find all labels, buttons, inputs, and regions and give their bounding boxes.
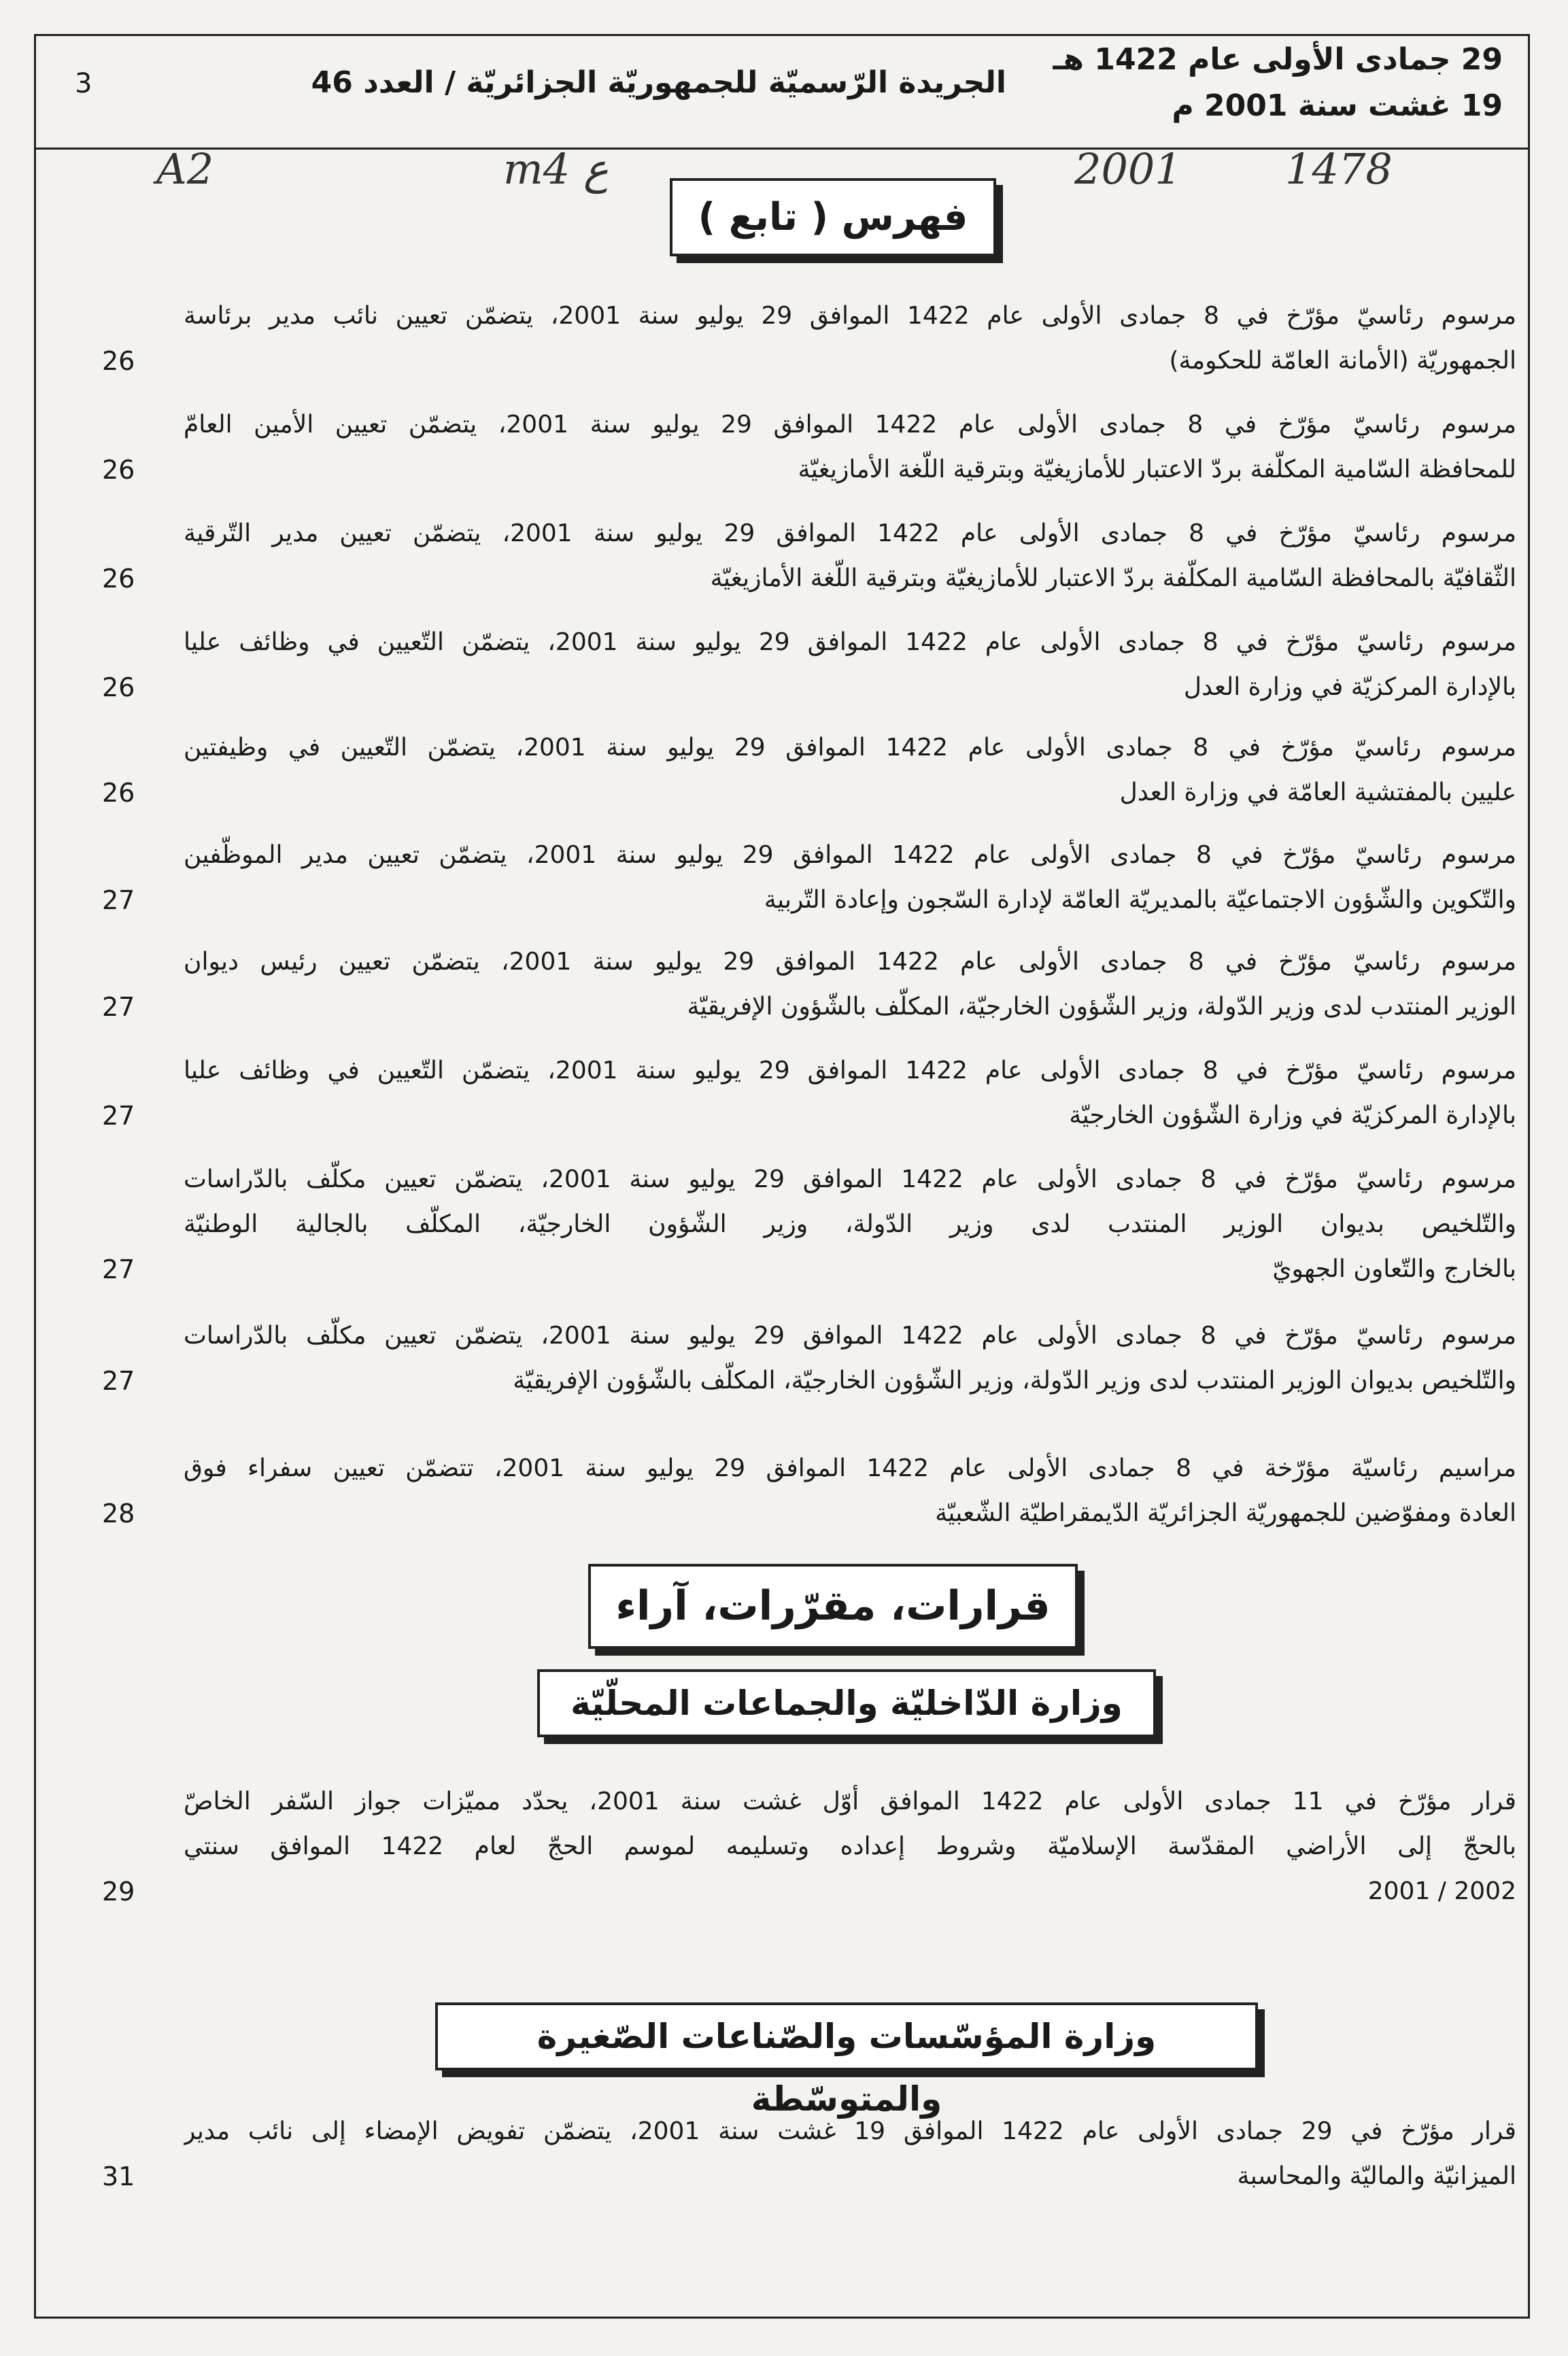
entry-line-text: قرار مؤرّخ في 11 جمادى الأولى عام 1422 الموافق أوّل غشت سنة 2001، يحدّد مميّزات جواز السّفر الخاصّ [184, 1788, 1516, 1815]
decisions-title: قرارات، مقرّرات، آراء [615, 1582, 1051, 1630]
header-page-number: 3 [75, 68, 92, 99]
entry-line [184, 987, 1516, 1027]
entry-line-text: قرار مؤرّخ في 29 جمادى الأولى عام 1422 الموافق 19 غشت سنة 2001، يتضمّن تفويض الإمضاء إلى نائب مدير [184, 2117, 1516, 2145]
entry-line-text: والتّلخيص بديوان الوزير المنتدب لدى وزير الدّولة، وزير الشّؤون الخارجيّة، المكلّف بالشّؤون الإفريقيّة [507, 1367, 1516, 1395]
entry-line [184, 1249, 1516, 1290]
entry-line-text: مرسوم رئاسيّ مؤرّخ في 8 جمادى الأولى عام 1422 الموافق 29 يوليو سنة 2001، يتضمّن تعيين رئيس ديوان [184, 948, 1516, 976]
handwritten-note-3: 2001 [1074, 144, 1182, 194]
entry-line [184, 1159, 1516, 1200]
toc-title: فهرس ( تابع ) [698, 195, 968, 239]
entry-line [184, 2156, 1516, 2197]
entry-line [184, 772, 1516, 813]
entry-line-text: بالإدارة المركزيّة في وزارة العدل [1178, 673, 1516, 701]
entry-line [184, 835, 1516, 876]
entry-line-text: مرسوم رئاسيّ مؤرّخ في 8 جمادى الأولى عام 1422 الموافق 29 يوليو سنة 2001، يتضمّن تعيين مكلّف بالدّراسات [184, 1165, 1516, 1193]
sme-ministry-title-box [435, 2002, 1258, 2119]
entry-line-text: مرسوم رئاسيّ مؤرّخ في 8 جمادى الأولى عام 1422 الموافق 29 يوليو سنة 2001، يتضمّن التّعيين في وظائف عليا [184, 1057, 1516, 1085]
entry-page-number: 26 [102, 564, 135, 594]
decisions-title-box [588, 1564, 1078, 1649]
interior-ministry-title-box [537, 1669, 1156, 1737]
header-journal-title: الجريدة الرّسميّة للجمهوريّة الجزائريّة / العدد 46 [311, 65, 1006, 100]
entry-line [184, 622, 1516, 663]
entry-line [184, 341, 1516, 381]
entry-line-text: الجمهوريّة (الأمانة العامّة للحكومة) [1163, 347, 1516, 375]
entry-line [184, 405, 1516, 445]
entry-line-text: مرسوم رئاسيّ مؤرّخ في 8 جمادى الأولى عام 1422 الموافق 29 يوليو سنة 2001، يتضمّن التّعيين في وظائف عليا [184, 628, 1516, 656]
entry-page-number: 26 [102, 672, 135, 702]
entry-line [184, 1871, 1516, 1912]
entry-line-text: مرسوم رئاسيّ مؤرّخ في 8 جمادى الأولى عام 1422 الموافق 29 يوليو سنة 2001، يتضمّن تعيين الأمين العامّ [184, 411, 1516, 439]
entry-page-number: 26 [102, 455, 135, 485]
entry-line [184, 728, 1516, 768]
entry-line-text: للمحافظة السّامية المكلّفة بردّ الاعتبار للأمازيغيّة وبترقية اللّغة الأمازيغيّة [792, 456, 1516, 483]
entry-line-text: مرسوم رئاسيّ مؤرّخ في 8 جمادى الأولى عام 1422 الموافق 29 يوليو سنة 2001، يتضمّن تعيين مدير التّرقية [184, 519, 1516, 547]
interior-ministry-title: وزارة الدّاخليّة والجماعات المحلّيّة [570, 1684, 1123, 1723]
entry-line [184, 558, 1516, 599]
entry-line-text: الثّقافيّة بالمحافظة السّامية المكلّفة بردّ الاعتبار للأمازيغيّة وبترقية اللّغة الأمازيغيّة [705, 564, 1516, 592]
entry-line-text: الوزير المنتدب لدى وزير الدّولة، وزير الشّؤون الخارجيّة، المكلّف بالشّؤون الإفريقيّة [682, 993, 1517, 1021]
entry-line-text: العادة ومفوّضين للجمهوريّة الجزائريّة الدّيمقراطيّة الشّعبيّة [930, 1499, 1516, 1527]
entry-line [184, 1051, 1516, 1091]
entry-page-number: 27 [102, 1101, 135, 1131]
entry-line [184, 1448, 1516, 1489]
entry-line [184, 1204, 1516, 1245]
entry-line-text: مرسوم رئاسيّ مؤرّخ في 8 جمادى الأولى عام 1422 الموافق 29 يوليو سنة 2001، يتضمّن تعيين نائب مدير برئاسة [184, 302, 1516, 330]
entry-line [184, 1826, 1516, 1867]
entry-line [184, 667, 1516, 708]
toc-title-box [670, 178, 996, 256]
entry-line [184, 1316, 1516, 1356]
handwritten-note-1: A2 [156, 144, 214, 194]
entry-line [184, 296, 1516, 337]
handwritten-note-2: m4 ع [503, 144, 609, 194]
entry-page-number: 27 [102, 885, 135, 915]
entry-line-text: الميزانيّة والماليّة والمحاسبة [1231, 2162, 1516, 2190]
entry-line-text: مرسوم رئاسيّ مؤرّخ في 8 جمادى الأولى عام 1422 الموافق 29 يوليو سنة 2001، يتضمّن التّعيين في وظيفتين [184, 734, 1516, 762]
entry-line-text: والتّلخيص بديوان الوزير المنتدب لدى وزير الدّولة، وزير الشّؤون الخارجيّة، المكلّف بالجالية الوطنيّة [184, 1210, 1516, 1238]
header-gregorian-date: 19 غشت سنة 2001 م [1172, 88, 1503, 123]
entry-line [184, 1361, 1516, 1401]
entry-line [184, 880, 1516, 921]
entry-line-text: مراسيم رئاسيّة مؤرّخة في 8 جمادى الأولى عام 1422 الموافق 29 يوليو سنة 2001، تتضمّن تعيين سفراء فوق [184, 1454, 1516, 1482]
entry-line-text: والتّكوين والشّؤون الاجتماعيّة بالمديريّة العامّة لإدارة السّجون وإعادة التّربية [759, 886, 1516, 914]
entry-line-text: بالحجّ إلى الأراضي المقدّسة الإسلاميّة وشروط إعداده وتسليمه لموسم الحجّ لعام 1422 الموافق سنتي [184, 1832, 1516, 1860]
entry-line-text: عليين بالمفتشية العامّة في وزارة العدل [1114, 779, 1516, 806]
entry-line [184, 1493, 1516, 1534]
entry-page-number: 31 [102, 2162, 135, 2191]
entry-page-number: 27 [102, 1366, 135, 1396]
entry-line-text: 2002 / 2001 [1363, 1877, 1516, 1905]
entry-line-text: بالخارج والتّعاون الجهويّ [1267, 1255, 1516, 1283]
entry-line [184, 1095, 1516, 1136]
entry-line [184, 942, 1516, 983]
entry-page-number: 26 [102, 778, 135, 808]
entry-line [184, 1781, 1516, 1822]
entry-line-text: بالإدارة المركزيّة في وزارة الشّؤون الخارجيّة [1063, 1102, 1516, 1129]
entry-line [184, 449, 1516, 490]
entry-page-number: 28 [102, 1499, 135, 1529]
entry-line [184, 513, 1516, 554]
entry-page-number: 27 [102, 992, 135, 1022]
entry-page-number: 29 [102, 1877, 135, 1907]
entry-page-number: 26 [102, 346, 135, 376]
entry-line-text: مرسوم رئاسيّ مؤرّخ في 8 جمادى الأولى عام 1422 الموافق 29 يوليو سنة 2001، يتضمّن تعيين مدير الموظّفين [184, 841, 1516, 869]
entry-page-number: 27 [102, 1254, 135, 1284]
header-hijri-date: 29 جمادى الأولى عام 1422 هـ [1053, 42, 1503, 77]
page-header [34, 34, 1530, 150]
sme-ministry-title: وزارة المؤسّسات والصّناعات الصّغيرة والمتوسّطة [536, 2017, 1157, 2119]
entry-line-text: مرسوم رئاسيّ مؤرّخ في 8 جمادى الأولى عام 1422 الموافق 29 يوليو سنة 2001، يتضمّن تعيين مكلّف بالدّراسات [184, 1322, 1516, 1350]
handwritten-note-4: 1478 [1285, 144, 1393, 194]
